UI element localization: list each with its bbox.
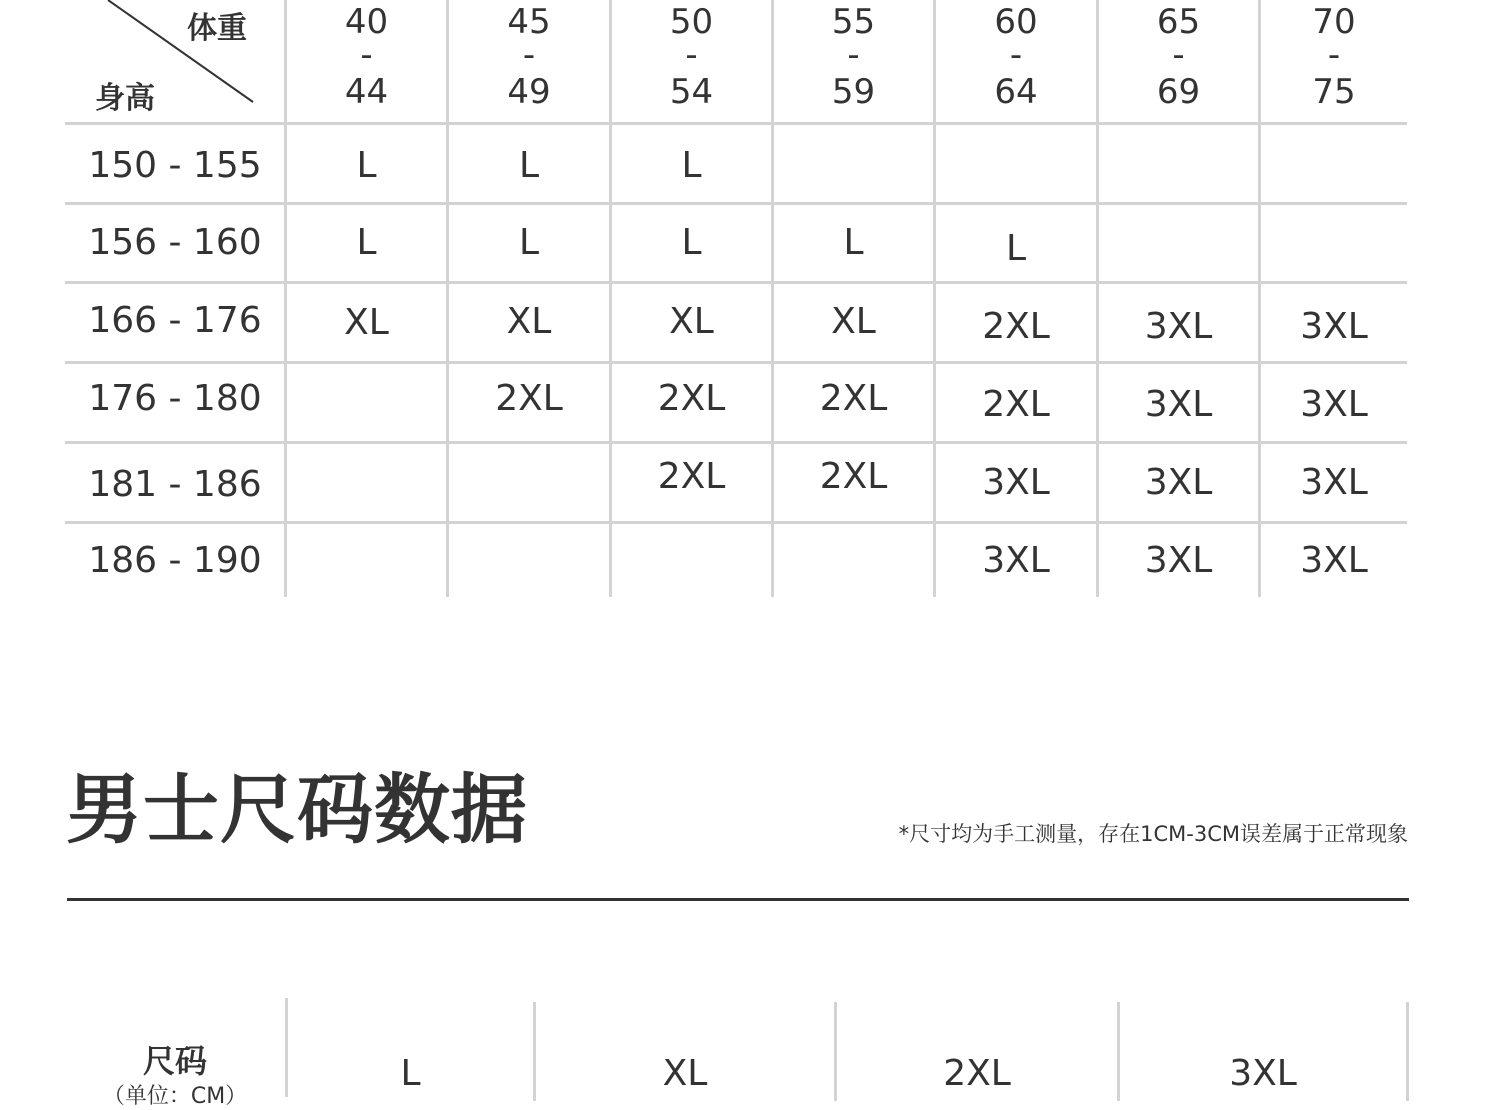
weight-column-header: [612, 0, 771, 123]
weight-axis-label: 体重: [187, 11, 247, 46]
size-cell: 2XL: [982, 306, 1050, 347]
weight-range-separator: -: [522, 35, 536, 75]
size-cell: L: [681, 145, 702, 186]
weight-range-separator: -: [1009, 35, 1023, 75]
size-cell: L: [356, 145, 377, 186]
height-range-label: 176 - 180: [88, 378, 262, 419]
weight-range-high: 64: [994, 72, 1038, 112]
grid-row-divider: [65, 281, 1407, 284]
size-cell: 2XL: [982, 384, 1050, 425]
grid-row-divider: [65, 441, 1407, 444]
section-divider: [67, 898, 1409, 901]
weight-range-high: 54: [669, 72, 714, 112]
size-cell: XL: [669, 301, 714, 342]
weight-range-separator: -: [1327, 35, 1341, 75]
size-cell: 3XL: [1300, 306, 1368, 347]
size-cell: L: [518, 145, 540, 186]
size-cell: 3XL: [1300, 384, 1368, 425]
size-cell: 3XL: [1300, 462, 1368, 503]
grid-corner-cell: [65, 0, 285, 123]
weight-range-high: 69: [1156, 72, 1201, 112]
weight-range-separator: -: [847, 35, 860, 75]
size-cell: 2XL: [657, 456, 726, 497]
size-cell: XL: [506, 301, 552, 342]
height-range-label: 150 - 155: [88, 145, 262, 186]
height-range-label: 156 - 160: [88, 222, 262, 263]
weight-column-header: [774, 0, 933, 123]
section-title: 男士尺码数据: [66, 765, 528, 854]
table-column-divider: [1406, 1002, 1409, 1101]
weight-column-header: [1261, 0, 1407, 123]
size-column-header: L: [400, 1053, 421, 1094]
measurement-note: *尺寸均为手工测量，存在1CM-3CM误差属于正常现象: [898, 822, 1408, 846]
weight-range-low: 55: [831, 2, 876, 42]
size-cell: 3XL: [982, 462, 1050, 503]
size-cell: L: [843, 222, 864, 263]
size-data-table: [65, 998, 1409, 1109]
size-cell: L: [1005, 228, 1027, 269]
size-cell: L: [681, 222, 702, 263]
weight-range-low: 70: [1312, 2, 1356, 42]
weight-range-separator: -: [1172, 35, 1185, 75]
size-cell: XL: [831, 301, 876, 342]
weight-range-high: 49: [507, 72, 551, 112]
size-cell: 3XL: [1144, 306, 1213, 347]
table-header-label: 尺码: [142, 1042, 207, 1080]
weight-range-separator: -: [685, 35, 698, 75]
height-range-label: 186 - 190: [88, 540, 262, 581]
height-axis-label: 身高: [95, 81, 155, 116]
grid-row-divider: [65, 361, 1407, 364]
weight-column-header: [936, 0, 1096, 123]
size-cell: 2XL: [819, 378, 888, 419]
size-cell: 3XL: [1144, 540, 1213, 581]
weight-range-low: 45: [507, 2, 551, 42]
table-unit-label: （单位：CM）: [102, 1084, 248, 1109]
size-cell: 3XL: [1300, 540, 1368, 581]
size-cell: L: [356, 222, 377, 263]
height-range-label: 166 - 176: [88, 300, 262, 341]
weight-range-low: 40: [344, 2, 389, 42]
size-cell: 2XL: [657, 378, 726, 419]
weight-range-low: 65: [1156, 2, 1201, 42]
size-cell: 3XL: [982, 540, 1050, 581]
weight-range-separator: -: [360, 35, 373, 75]
weight-column-header: [449, 0, 609, 123]
size-cell: 2XL: [495, 378, 563, 419]
size-column-header: 3XL: [1229, 1053, 1297, 1094]
size-cell: 3XL: [1144, 384, 1213, 425]
weight-column-header: [1099, 0, 1258, 123]
size-recommendation-grid: [65, 0, 1407, 597]
weight-range-high: 75: [1312, 72, 1356, 112]
size-cell: XL: [344, 302, 389, 343]
weight-range-low: 50: [669, 2, 714, 42]
size-cell: 2XL: [819, 456, 888, 497]
size-column-header: 2XL: [943, 1053, 1011, 1094]
weight-column-header: [287, 0, 446, 123]
weight-range-high: 44: [344, 72, 389, 112]
weight-range-low: 60: [994, 2, 1038, 42]
size-column-header: XL: [662, 1053, 708, 1094]
weight-range-high: 59: [831, 72, 876, 112]
size-cell: 3XL: [1144, 462, 1213, 503]
grid-row-divider: [65, 521, 1407, 524]
height-range-label: 181 - 186: [88, 464, 262, 505]
grid-row-divider: [65, 202, 1407, 205]
size-cell: L: [518, 222, 540, 263]
